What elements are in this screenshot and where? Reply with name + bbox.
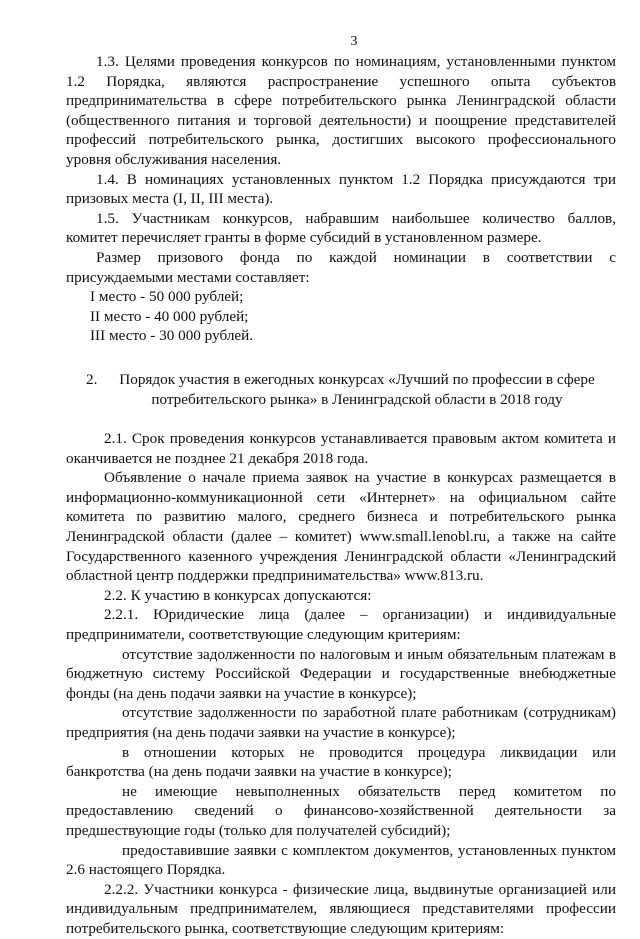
paragraph-2-2-2: 2.2.2. Участники конкурса - физические лица, выдвинутые организацией или индивидуальным предпринимателем, являющиеся представителями профессии потребительского рынка, соответствующие следующим критериям: [66,880,616,937]
section-2-number: 2. [86,370,98,388]
prize-item-third: III место - 30 000 рублей. [90,327,254,345]
criterion-no-tax-debt: отсутствие задолженности по налоговым и иным обязательным платежам в бюджетную систему Российской Федерации и государственные внебюджетные фонды (на день подачи заявки на участие в конкурсе); [66,645,616,702]
paragraph-1-3: 1.3. Целями проведения конкурсов по номинациям, установленными пунктом 1.2 Порядка, являются распространение успешного опыта субъектов предпринимательства в сфере потребительского рынка Ленинградской области (общественного питания и торговой деятельности) и поощрение представителей профессий потребительского рынка, достигших высокого профессионального уровня обслуживания населения. [66,53,616,168]
criterion-no-liquidation: в отношении которых не проводится процедура ликвидации или банкротства (на день подачи заявки на участие в конкурсе); [66,743,616,781]
paragraph-1-4: 1.4. В номинациях установленных пунктом 1.2 Порядка присуждаются три призовых места (I, II, III места). [66,170,616,208]
criterion-documents-submitted: предоставившие заявки с комплектом документов, установленных пунктом 2.6 настоящего Порядка. [66,841,616,879]
prize-fund-intro: Размер призового фонда по каждой номинации в соответствии с присуждаемыми местами составляет: [66,248,616,286]
announcement-paragraph: Объявление о начале приема заявок на участие в конкурсах размещается в информационно-коммуникационной сети «Интернет» на официальном сайте комитета по развитию малого, среднего бизнеса и потребительского рынка Ленинградской области (далее – комитет) www.small.lenobl.ru, а также на сайте Государственного казенного учреждения Ленинградской области «Ленинградский областной центр поддержки предпринимательства» www.813.ru. [66,469,616,585]
paragraph-2-1: 2.1. Срок проведения конкурсов устанавливается правовым актом комитета и оканчивается не позднее 21 декабря 2018 года. [66,430,616,467]
prize-item-second: II место - 40 000 рублей; [90,307,249,325]
section-2-heading [66,370,616,409]
paragraph-1-5: 1.5. Участникам конкурсов, набравшим наибольшее количество баллов, комитет перечисляет гранты в форме субсидий в установленном размере. [66,209,616,247]
page-number: 3 [350,34,358,49]
criterion-no-salary-debt: отсутствие задолженности по заработной плате работникам (сотрудникам) предприятия (на день подачи заявки на участие в конкурсе); [66,704,616,741]
paragraph-2-2: 2.2. К участию в конкурсах допускаются: [104,586,372,604]
document-page [66,34,616,939]
section-2-title: Порядок участия в ежегодных конкурсах «Лучший по профессии в сфере потребительского рынка» в Ленинградской области в 2018 году [119,370,595,408]
prize-item-first: I место - 50 000 рублей; [90,288,244,306]
paragraph-2-2-1: 2.2.1. Юридические лица (далее – организации) и индивидуальные предприниматели, соответствующие следующим критериям: [66,606,616,644]
prize-list [66,287,616,346]
criterion-no-obligations: не имеющие невыполненных обязательств перед комитетом по предоставлению сведений о финансово-хозяйственной деятельности за предшествующие годы (только для получателей субсидий); [66,782,616,839]
